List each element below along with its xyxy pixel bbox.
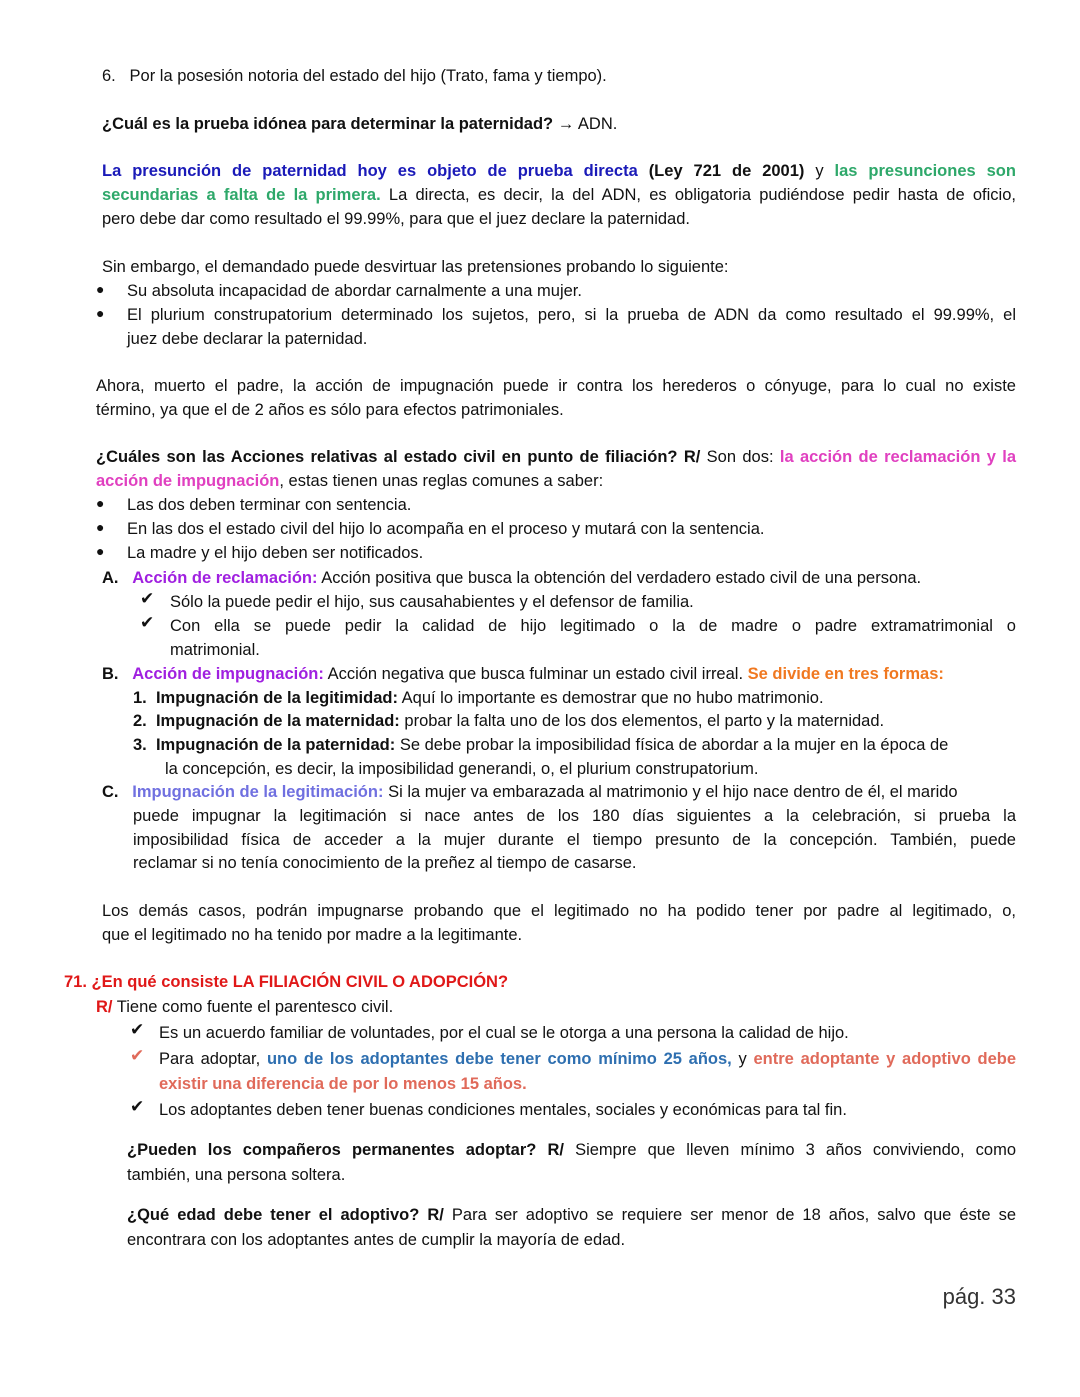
section-c-line3: imposibilidad física de acceder a la mujer durante el tiempo presunto de la concepción. También, puede [133,831,1016,849]
answer-text: Son dos: [706,448,774,466]
answer-text: Tiene como fuente el parentesco civil. [116,998,394,1016]
bullet-icon: ● [96,305,105,321]
question-71-answer [96,995,393,1019]
question-text: ¿Pueden los compañeros permanentes adoptar? R/ [127,1141,564,1159]
checkmark-icon: ✔ [140,613,155,632]
highlight-green: las presunciones son [834,162,1016,180]
highlight-blue: uno de los adoptantes debe tener como mínimo 25 años, [266,1050,732,1068]
numbered-item-3 [133,733,948,757]
section-a [102,566,921,590]
question-number: 71. [64,973,87,991]
section-letter: A. [102,569,119,587]
item-number: 6. [102,67,116,85]
section-c [102,780,958,804]
section-letter: B. [102,665,119,683]
bullet-icon: ● [96,281,105,297]
sin-embargo-intro: Sin embargo, el demandado puede desvirtuar las pretensiones probando lo siguiente: [102,258,729,276]
ahora-line1: Ahora, muerto el padre, la acción de impugnación puede ir contra los herederos o cónyuge, para lo cual no existe [96,377,1016,395]
question-text: ¿Qué edad debe tener el adoptivo? R/ [127,1206,444,1224]
highlight-blue: La presunción de paternidad hoy es objeto de prueba directa [102,162,638,180]
check-item-adoptar [159,1047,1016,1071]
checkmark-icon: ✔ [140,589,155,608]
highlight-orange: Se divide en tres formas: [747,665,944,683]
highlight-green: secundarias a falta de la primera. [102,186,381,204]
check-item-adoptar-cont [159,1072,527,1096]
checkmark-icon: ✔ [130,1020,145,1039]
section-text: Acción positiva que busca la obtención del verdadero estado civil de una persona. [321,569,922,587]
bullet-item: La madre y el hijo deben ser notificados. [127,544,424,562]
bullet-icon: ● [96,519,105,535]
text: La directa, es decir, la del ADN, es obligatoria pudiéndose pedir hasta de oficio, [388,186,1016,204]
numbered-item-2 [133,709,884,733]
paragraph-presuncion-l1 [102,159,1016,183]
section-text: Acción negativa que busca fulminar un estado civil irreal. [327,665,744,683]
item-number: 2. [133,712,147,730]
checkmark-icon: ✔ [130,1097,145,1116]
item-title: Impugnación de la legitimidad: [155,689,398,707]
text: Para adoptar, [159,1050,261,1068]
edad-answer-cont: encontrara con los adoptantes antes de cumplir la mayoría de edad. [127,1231,626,1249]
section-title: Acción de impugnación: [132,665,324,683]
bullet-item-cont: juez debe declarar la paternidad. [127,330,368,348]
checkmark-red-icon: ✔ [130,1046,145,1065]
companeros-question [127,1138,1016,1162]
bullet-item: En las dos el estado civil del hijo lo acompaña en el proceso y mutará con la sentencia. [127,520,765,538]
page-number: pág. 33 [942,1284,1016,1309]
bullet-icon: ● [96,543,105,559]
section-title: Impugnación de la legitimación: [132,783,384,801]
item-text: Por la posesión notoria del estado del hijo (Trato, fama y tiempo). [129,67,607,85]
highlight-salmon: existir una diferencia de por lo menos 15 años. [159,1075,527,1093]
section-text: Si la mujer va embarazada al matrimonio y el hijo nace dentro de él, el marido [388,783,958,801]
item-title: Impugnación de la maternidad: [155,712,400,730]
highlight-pink: acción de impugnación [96,472,280,490]
highlight-pink: la acción de reclamación y la [779,448,1016,466]
item-text: Se debe probar la imposibilidad física de abordar a la mujer en la época de [399,736,949,754]
ahora-line2: término, ya que el de 2 años es sólo para efectos patrimoniales. [96,401,564,419]
section-letter: C. [102,783,119,801]
demas-line1: Los demás casos, podrán impugnarse probando que el legitimado no ha podido tener por padre al legitimado, o, [102,902,1016,920]
item-text: Aquí lo importante es demostrar que no hubo matrimonio. [401,689,824,707]
conj: y [815,162,824,180]
text: , estas tienen unas reglas comunes a saber: [279,472,604,490]
check-item: Los adoptantes deben tener buenas condiciones mentales, sociales y económicas para tal fin. [159,1101,847,1119]
check-item: Sólo la puede pedir el hijo, sus causahabientes y el defensor de familia. [170,593,694,611]
paragraph-presuncion-l3: pero debe dar como resultado el 99.99%, para que el juez declare la paternidad. [102,210,690,228]
section-b [102,662,944,686]
check-item-cont: matrimonial. [170,641,260,659]
section-title: Acción de reclamación: [132,569,318,587]
bullet-item: Las dos deben terminar con sentencia. [127,496,412,514]
bullet-item: El plurium construpatorium determinado los sujetos, pero, si la prueba de ADN da como resultado el 99.99%, el [127,306,1016,324]
answer-text: ADN. [577,115,618,133]
list-item-6 [102,64,607,88]
answer-text: Para ser adoptivo se requiere ser menor de 18 años, salvo que éste se [451,1206,1016,1224]
section-c-line4: reclamar si no tenía conocimiento de la preñez al tiempo de casarse. [133,854,637,872]
demas-line2: que el legitimado no ha tenido por madre a la legitimante. [102,926,523,944]
answer-text: Siempre que lleven mínimo 3 años conviviendo, como [575,1141,1016,1159]
item-number: 1. [133,689,147,707]
highlight-salmon: entre adoptante y adoptivo debe [753,1050,1017,1068]
question-text: ¿Cuáles son las Acciones relativas al estado civil en punto de filiación? R/ [96,448,701,466]
conj: y [738,1050,747,1068]
check-item: Con ella se puede pedir la calidad de hijo legitimado o la de madre o padre extramatrimonial o [170,617,1016,635]
law-reference: (Ley 721 de 2001) [648,162,805,180]
bullet-icon: ● [96,495,105,511]
paragraph-presuncion-l2 [102,183,1016,207]
question-text: ¿Cuál es la prueba idónea para determinar la paternidad? [102,115,554,133]
acciones-line2 [96,469,603,493]
arrow-right-icon: → [557,115,575,133]
section-c-line2: puede impugnar la legitimación si nace antes de los 180 días siguientes a la celebración, si prueba la [133,807,1016,825]
question-71-heading [64,970,508,994]
companeros-answer-cont: también, una persona soltera. [127,1166,346,1184]
answer-marker: R/ [96,998,113,1016]
item-title: Impugnación de la paternidad: [155,736,396,754]
numbered-item-1 [133,686,824,710]
check-item: Es un acuerdo familiar de voluntades, por el cual se le otorga a una persona la calidad de hijo. [159,1024,849,1042]
item-text: probar la falta uno de los dos elementos, el parto y la maternidad. [404,712,885,730]
question-title: ¿En qué consiste LA FILIACIÓN CIVIL O ADOPCIÓN? [91,973,509,991]
numbered-item-3-cont: la concepción, es decir, la imposibilidad generandi, o, el plurium construpatorium. [165,760,759,778]
question-prueba [102,112,617,136]
acciones-question [96,445,1016,469]
edad-question [127,1203,1016,1227]
item-number: 3. [133,736,147,754]
bullet-item: Su absoluta incapacidad de abordar carnalmente a una mujer. [127,282,582,300]
